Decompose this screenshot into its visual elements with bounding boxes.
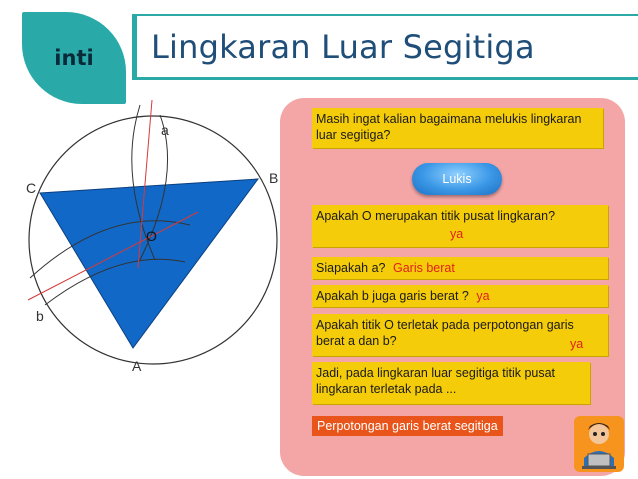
question-4-text: Apakah b juga garis berat ? xyxy=(316,289,469,303)
question-5 xyxy=(312,314,608,356)
question-3-text: Siapakah a? xyxy=(316,261,386,275)
section-badge-label: inti xyxy=(54,46,94,70)
triangle xyxy=(40,179,258,348)
question-5-text: Apakah titik O terletak pada perpotongan garis berat a dan b? xyxy=(316,318,574,348)
question-1 xyxy=(312,108,603,148)
question-6-text: Jadi, pada lingkaran luar segitiga titik pusat lingkaran terletak pada ... xyxy=(316,366,556,396)
student-with-laptop-icon xyxy=(572,414,626,474)
label-vertex-C: C xyxy=(26,180,37,196)
slide-title: Lingkaran Luar Segitiga xyxy=(151,28,535,66)
lukis-button[interactable]: Lukis xyxy=(412,163,502,195)
answer-6: Perpotongan garis berat segitiga xyxy=(317,419,498,433)
answer-5: ya xyxy=(570,337,584,351)
question-6 xyxy=(312,362,590,404)
question-1-text: Masih ingat kalian bagaimana melukis lingkaran luar segitiga? xyxy=(316,112,582,142)
question-2-text: Apakah O merupakan titik pusat lingkaran? xyxy=(316,209,556,223)
label-a: a xyxy=(161,122,169,138)
answer-4: ya xyxy=(476,289,490,303)
label-vertex-B: B xyxy=(269,170,279,186)
label-b: b xyxy=(36,308,44,324)
label-vertex-A: A xyxy=(132,358,142,374)
label-center-O: O xyxy=(146,228,157,244)
question-2 xyxy=(312,205,608,247)
question-4 xyxy=(312,285,608,307)
answer-2: ya xyxy=(450,227,464,241)
answer-3: Garis berat xyxy=(393,261,455,275)
question-3 xyxy=(312,257,608,279)
answer-6-box xyxy=(312,416,503,436)
